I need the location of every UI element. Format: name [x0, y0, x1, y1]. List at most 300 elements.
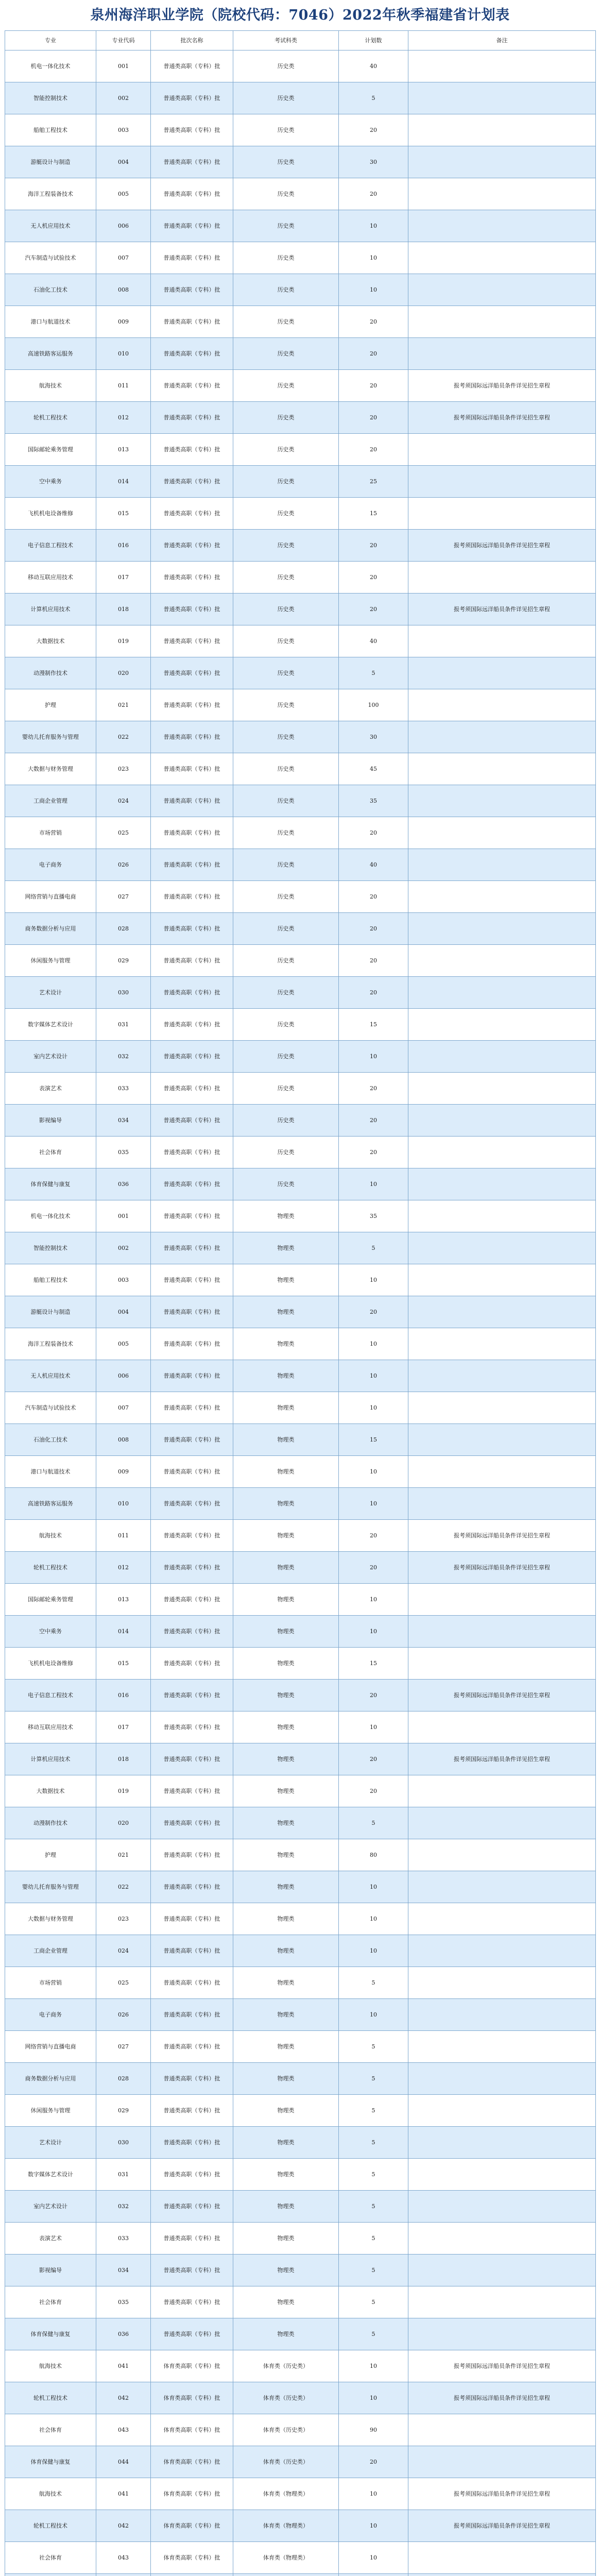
table-row [5, 1584, 596, 1616]
cell-major-code: 009 [96, 1456, 151, 1488]
cell-major-code: 036 [96, 2318, 151, 2350]
cell-major-code: 008 [96, 1424, 151, 1456]
cell-major-code: 008 [96, 274, 151, 306]
cell-major-code: 024 [96, 785, 151, 817]
cell-major: 电子信息工程技术 [5, 530, 96, 562]
cell-plan-count: 20 [339, 977, 408, 1009]
cell-batch-name: 普通类高职（专科）批 [151, 2255, 233, 2286]
table-row [5, 1488, 596, 1520]
table-row [5, 2510, 596, 2542]
cell-major: 汽车制造与试验技术 [5, 242, 96, 274]
cell-remarks [408, 1456, 596, 1488]
cell-remarks [408, 82, 596, 114]
cell-remarks [408, 1999, 596, 2031]
table-row [5, 1328, 596, 1360]
cell-batch-name: 普通类高职（专科）批 [151, 1807, 233, 1839]
cell-batch-name: 普通类高职（专科）批 [151, 785, 233, 817]
cell-plan-count: 100 [339, 689, 408, 721]
cell-batch-name: 普通类高职（专科）批 [151, 1041, 233, 1073]
cell-major: 动漫制作技术 [5, 657, 96, 689]
cell-major-code: 006 [96, 1360, 151, 1392]
cell-exam-category: 体育类（历史类） [233, 2350, 339, 2382]
cell-exam-category: 历史类 [233, 977, 339, 1009]
cell-exam-category: 物理类 [233, 1424, 339, 1456]
cell-major: 国际邮轮乘务管理 [5, 434, 96, 466]
cell-batch-name: 普通类高职（专科）批 [151, 1168, 233, 1200]
cell-batch-name: 普通类高职（专科）批 [151, 1935, 233, 1967]
cell-plan-count: 20 [339, 1137, 408, 1168]
cell-exam-category: 体育类（历史类） [233, 2414, 339, 2446]
cell-remarks [408, 274, 596, 306]
cell-plan-count: 5 [339, 1807, 408, 1839]
cell-major-code: 030 [96, 977, 151, 1009]
cell-major: 大数据与财务管理 [5, 753, 96, 785]
cell-remarks [408, 2159, 596, 2191]
cell-plan-count: 10 [339, 1871, 408, 1903]
cell-major: 大数据技术 [5, 1775, 96, 1807]
cell-remarks [408, 1264, 596, 1296]
cell-batch-name: 普通类高职（专科）批 [151, 498, 233, 530]
cell-exam-category: 物理类 [233, 1328, 339, 1360]
cell-plan-count: 20 [339, 1743, 408, 1775]
cell-batch-name: 普通类高职（专科）批 [151, 370, 233, 402]
cell-batch-name: 普通类高职（专科）批 [151, 1264, 233, 1296]
cell-plan-count: 5 [339, 657, 408, 689]
header-major: 专业 [5, 31, 96, 50]
cell-plan-count: 40 [339, 625, 408, 657]
cell-exam-category: 历史类 [233, 82, 339, 114]
table-row [5, 2478, 596, 2510]
cell-exam-category: 历史类 [233, 625, 339, 657]
cell-exam-category: 历史类 [233, 114, 339, 146]
cell-batch-name: 普通类高职（专科）批 [151, 2318, 233, 2350]
cell-major-code: 032 [96, 1041, 151, 1073]
cell-exam-category [233, 2574, 339, 2576]
cell-major: 动漫制作技术 [5, 1807, 96, 1839]
cell-major-code: 011 [96, 370, 151, 402]
cell-remarks [408, 1711, 596, 1743]
cell-plan-count: 10 [339, 1392, 408, 1424]
cell-major: 海洋工程装备技术 [5, 1328, 96, 1360]
cell-major-code: 020 [96, 657, 151, 689]
cell-batch-name: 普通类高职（专科）批 [151, 1839, 233, 1871]
cell-remarks [408, 913, 596, 945]
cell-major: 市场营销 [5, 817, 96, 849]
cell-major: 影视编导 [5, 1105, 96, 1137]
cell-plan-count: 10 [339, 242, 408, 274]
cell-remarks [408, 2414, 596, 2446]
table-row [5, 913, 596, 945]
cell-remarks [408, 178, 596, 210]
cell-major: 电子商务 [5, 849, 96, 881]
table-row [5, 2191, 596, 2223]
table-row [5, 753, 596, 785]
cell-exam-category: 历史类 [233, 753, 339, 785]
cell-exam-category: 体育类（物理类） [233, 2542, 339, 2574]
cell-major: 游艇设计与制造 [5, 1296, 96, 1328]
cell-batch-name: 普通类高职（专科）批 [151, 178, 233, 210]
cell-remarks: 报考须国际远洋船员条件详见招生章程 [408, 530, 596, 562]
cell-plan-count: 10 [339, 2382, 408, 2414]
cell-exam-category: 物理类 [233, 1680, 339, 1711]
cell-major: 无人机应用技术 [5, 210, 96, 242]
cell-plan-count: 15 [339, 1648, 408, 1680]
cell-batch-name: 体育类高职（专科）批 [151, 2478, 233, 2510]
cell-major: 社会体育 [5, 1137, 96, 1168]
cell-remarks [408, 1360, 596, 1392]
cell-remarks [408, 466, 596, 498]
cell-remarks [408, 977, 596, 1009]
cell-remarks [408, 1296, 596, 1328]
cell-major-code: 022 [96, 721, 151, 753]
cell-exam-category: 物理类 [233, 1999, 339, 2031]
cell-remarks: 报考须国际远洋船员条件详见招生章程 [408, 2510, 596, 2542]
cell-major-code: 010 [96, 338, 151, 370]
cell-major: 航海技术 [5, 2478, 96, 2510]
table-row [5, 849, 596, 881]
cell-batch-name: 普通类高职（专科）批 [151, 210, 233, 242]
table-row [5, 1073, 596, 1105]
table-row [5, 817, 596, 849]
cell-plan-count: 10 [339, 1168, 408, 1200]
cell-plan-count: 20 [339, 817, 408, 849]
cell-batch-name: 普通类高职（专科）批 [151, 562, 233, 594]
cell-remarks [408, 945, 596, 977]
cell-major: 航海技术 [5, 2350, 96, 2382]
cell-plan-count: 5 [339, 2191, 408, 2223]
cell-major: 计算机应用技术 [5, 594, 96, 625]
cell-exam-category: 历史类 [233, 146, 339, 178]
cell-exam-category: 物理类 [233, 1200, 339, 1232]
cell-major: 移动互联应用技术 [5, 1711, 96, 1743]
cell-major: 海洋工程装备技术 [5, 178, 96, 210]
page-title: 泉州海洋职业学院（院校代码：7046）2022年秋季福建省计划表 [90, 7, 510, 23]
cell-batch-name: 体育类高职（专科）批 [151, 2542, 233, 2574]
table-row [5, 1648, 596, 1680]
cell-major-code: 007 [96, 1392, 151, 1424]
cell-exam-category: 物理类 [233, 1552, 339, 1584]
cell-major-code: 014 [96, 1616, 151, 1648]
cell-remarks [408, 1648, 596, 1680]
cell-major-code: 019 [96, 1775, 151, 1807]
cell-batch-name: 普通类高职（专科）批 [151, 1328, 233, 1360]
cell-batch-name: 普通类高职（专科）批 [151, 306, 233, 338]
cell-major-code: 016 [96, 530, 151, 562]
cell-remarks [408, 2446, 596, 2478]
cell-remarks [408, 2223, 596, 2255]
table-row [5, 1264, 596, 1296]
table-row [5, 2159, 596, 2191]
table-row [5, 1743, 596, 1775]
cell-batch-name: 普通类高职（专科）批 [151, 1775, 233, 1807]
cell-major-code: 015 [96, 498, 151, 530]
cell-plan-count: 20 [339, 306, 408, 338]
cell-exam-category: 历史类 [233, 594, 339, 625]
cell-major: 计算机应用技术 [5, 1743, 96, 1775]
cell-major: 影视编导 [5, 2255, 96, 2286]
cell-remarks [408, 1871, 596, 1903]
cell-batch-name: 普通类高职（专科）批 [151, 1424, 233, 1456]
cell-major: 社会体育 [5, 2286, 96, 2318]
cell-exam-category: 物理类 [233, 2191, 339, 2223]
cell-major-code [96, 2574, 151, 2576]
cell-major: 石油化工技术 [5, 1424, 96, 1456]
cell-major-code: 021 [96, 689, 151, 721]
cell-major: 体育保健与康复 [5, 1168, 96, 1200]
table-row [5, 1967, 596, 1999]
table-row [5, 1520, 596, 1552]
cell-remarks [408, 1392, 596, 1424]
cell-exam-category: 历史类 [233, 1168, 339, 1200]
cell-exam-category: 物理类 [233, 2063, 339, 2095]
cell-exam-category: 物理类 [233, 1903, 339, 1935]
cell-major: 工商企业管理 [5, 785, 96, 817]
cell-major-code: 041 [96, 2350, 151, 2382]
cell-plan-count: 15 [339, 1009, 408, 1041]
cell-exam-category: 历史类 [233, 657, 339, 689]
cell-plan-count: 5 [339, 2318, 408, 2350]
cell-plan-count: 20 [339, 1775, 408, 1807]
cell-plan-count: 20 [339, 530, 408, 562]
cell-remarks [408, 338, 596, 370]
cell-major-code: 035 [96, 2286, 151, 2318]
cell-plan-count: 5 [339, 2095, 408, 2127]
header-major-code: 专业代码 [96, 31, 151, 50]
cell-plan-count: 20 [339, 945, 408, 977]
table-row [5, 82, 596, 114]
cell-batch-name: 普通类高职（专科）批 [151, 689, 233, 721]
cell-major: 社会体育 [5, 2414, 96, 2446]
table-row [5, 1807, 596, 1839]
cell-plan-count: 35 [339, 1200, 408, 1232]
cell-major-code: 007 [96, 242, 151, 274]
cell-major: 高速铁路客运服务 [5, 1488, 96, 1520]
cell-exam-category: 体育类（历史类） [233, 2446, 339, 2478]
cell-major-code: 034 [96, 2255, 151, 2286]
cell-major: 智能控制技术 [5, 1232, 96, 1264]
table-row [5, 2286, 596, 2318]
cell-remarks [408, 1967, 596, 1999]
cell-major: 商务数据分析与应用 [5, 2063, 96, 2095]
table-row [5, 1296, 596, 1328]
table-row [5, 881, 596, 913]
header-batch-name: 批次名称 [151, 31, 233, 50]
cell-batch-name: 普通类高职（专科）批 [151, 338, 233, 370]
cell-major-code: 042 [96, 2510, 151, 2542]
cell-batch-name: 普通类高职（专科）批 [151, 625, 233, 657]
cell-exam-category: 历史类 [233, 1009, 339, 1041]
cell-batch-name: 普通类高职（专科）批 [151, 1584, 233, 1616]
cell-exam-category: 物理类 [233, 1520, 339, 1552]
cell-batch-name: 普通类高职（专科）批 [151, 1711, 233, 1743]
cell-exam-category: 物理类 [233, 1711, 339, 1743]
cell-plan-count: 20 [339, 1552, 408, 1584]
cell-batch-name: 普通类高职（专科）批 [151, 977, 233, 1009]
table-row [5, 977, 596, 1009]
cell-plan-count: 5 [339, 2031, 408, 2063]
cell-major: 轮机工程技术 [5, 402, 96, 434]
cell-remarks [408, 1488, 596, 1520]
cell-major-code: 041 [96, 2478, 151, 2510]
cell-batch-name: 体育类高职（专科）批 [151, 2350, 233, 2382]
cell-batch-name: 普通类高职（专科）批 [151, 945, 233, 977]
cell-major: 港口与航道技术 [5, 306, 96, 338]
cell-remarks [408, 2542, 596, 2574]
cell-exam-category: 物理类 [233, 2159, 339, 2191]
table-row [5, 2382, 596, 2414]
cell-major-code: 013 [96, 434, 151, 466]
cell-exam-category: 历史类 [233, 274, 339, 306]
cell-major: 休闲服务与管理 [5, 945, 96, 977]
table-row [5, 1935, 596, 1967]
cell-major-code: 013 [96, 1584, 151, 1616]
cell-batch-name: 普通类高职（专科）批 [151, 817, 233, 849]
cell-plan-count: 20 [339, 1680, 408, 1711]
cell-remarks [408, 689, 596, 721]
table-row [5, 594, 596, 625]
cell-major: 轮机工程技术 [5, 1552, 96, 1584]
cell-exam-category: 物理类 [233, 1967, 339, 1999]
cell-remarks: 报考须国际远洋船员条件详见招生章程 [408, 1552, 596, 1584]
cell-remarks: 报考须国际远洋船员条件详见招生章程 [408, 1680, 596, 1711]
cell-plan-count: 5 [339, 1232, 408, 1264]
table-row [5, 562, 596, 594]
cell-exam-category: 物理类 [233, 1360, 339, 1392]
table-row [5, 210, 596, 242]
cell-batch-name [151, 2574, 233, 2576]
cell-remarks [408, 562, 596, 594]
cell-major: 室内艺术设计 [5, 2191, 96, 2223]
cell-remarks [408, 1137, 596, 1168]
cell-major-code: 028 [96, 913, 151, 945]
cell-remarks [408, 1424, 596, 1456]
header-exam-category: 考试科类 [233, 31, 339, 50]
cell-major: 智能控制技术 [5, 82, 96, 114]
cell-major-code: 024 [96, 1935, 151, 1967]
cell-remarks [408, 785, 596, 817]
cell-major: 网络营销与直播电商 [5, 2031, 96, 2063]
cell-plan-count: 20 [339, 1296, 408, 1328]
cell-batch-name: 普通类高职（专科）批 [151, 1360, 233, 1392]
cell-plan-count: 5 [339, 2286, 408, 2318]
cell-major-code: 016 [96, 1680, 151, 1711]
cell-exam-category: 物理类 [233, 1296, 339, 1328]
cell-exam-category: 历史类 [233, 242, 339, 274]
cell-plan-count: 80 [339, 1839, 408, 1871]
cell-remarks [408, 1328, 596, 1360]
cell-plan-count: 10 [339, 1328, 408, 1360]
cell-exam-category: 物理类 [233, 2223, 339, 2255]
cell-major: 石油化工技术 [5, 274, 96, 306]
cell-major-code: 004 [96, 1296, 151, 1328]
cell-major: 游艇设计与制造 [5, 146, 96, 178]
cell-major-code: 001 [96, 1200, 151, 1232]
cell-exam-category: 历史类 [233, 498, 339, 530]
table-row [5, 2255, 596, 2286]
cell-batch-name: 普通类高职（专科）批 [151, 1680, 233, 1711]
cell-plan-count: 10 [339, 1616, 408, 1648]
cell-remarks [408, 498, 596, 530]
table-row [5, 2223, 596, 2255]
cell-plan-count: 20 [339, 562, 408, 594]
cell-major-code: 002 [96, 1232, 151, 1264]
cell-major-code: 025 [96, 817, 151, 849]
cell-plan-count: 10 [339, 274, 408, 306]
cell-batch-name: 普通类高职（专科）批 [151, 434, 233, 466]
cell-major-code: 028 [96, 2063, 151, 2095]
cell-major-code: 012 [96, 402, 151, 434]
table-row [5, 2542, 596, 2574]
table-row [5, 1200, 596, 1232]
cell-major-code: 009 [96, 306, 151, 338]
cell-plan-count: 35 [339, 785, 408, 817]
cell-major-code: 036 [96, 1168, 151, 1200]
cell-exam-category: 物理类 [233, 1935, 339, 1967]
cell-batch-name: 体育类高职（专科）批 [151, 2414, 233, 2446]
cell-plan-count: 5 [339, 82, 408, 114]
cell-remarks [408, 1041, 596, 1073]
cell-batch-name: 普通类高职（专科）批 [151, 721, 233, 753]
cell-major-code: 002 [96, 82, 151, 114]
cell-batch-name: 普通类高职（专科）批 [151, 82, 233, 114]
cell-plan-count: 40 [339, 849, 408, 881]
cell-major-code: 023 [96, 1903, 151, 1935]
cell-batch-name: 普通类高职（专科）批 [151, 1232, 233, 1264]
cell-major-code: 044 [96, 2446, 151, 2478]
cell-exam-category: 历史类 [233, 530, 339, 562]
cell-plan-count: 20 [339, 402, 408, 434]
cell-exam-category: 历史类 [233, 689, 339, 721]
cell-remarks: 报考须国际远洋船员条件详见招生章程 [408, 402, 596, 434]
cell-major: 机电一体化技术 [5, 50, 96, 82]
table-row [5, 1616, 596, 1648]
cell-major-code: 031 [96, 2159, 151, 2191]
cell-remarks [408, 50, 596, 82]
cell-batch-name: 体育类高职（专科）批 [151, 2446, 233, 2478]
cell-batch-name: 普通类高职（专科）批 [151, 402, 233, 434]
cell-remarks: 报考须国际远洋船员条件详见招生章程 [408, 594, 596, 625]
cell-remarks [408, 2574, 596, 2576]
cell-major-code: 043 [96, 2542, 151, 2574]
table-row [5, 1360, 596, 1392]
table-row [5, 2446, 596, 2478]
cell-remarks [408, 881, 596, 913]
cell-exam-category: 物理类 [233, 1264, 339, 1296]
table-row [5, 1680, 596, 1711]
cell-batch-name: 普通类高职（专科）批 [151, 1552, 233, 1584]
cell-plan-count: 20 [339, 338, 408, 370]
cell-exam-category: 历史类 [233, 721, 339, 753]
cell-exam-category: 历史类 [233, 945, 339, 977]
cell-major-code: 003 [96, 1264, 151, 1296]
cell-exam-category: 历史类 [233, 1105, 339, 1137]
cell-major: 数字媒体艺术设计 [5, 2159, 96, 2191]
table-row [5, 274, 596, 306]
cell-major [5, 2574, 96, 2576]
cell-major-code: 035 [96, 1137, 151, 1168]
cell-exam-category: 物理类 [233, 2127, 339, 2159]
cell-plan-count: 20 [339, 1520, 408, 1552]
cell-plan-count: 5 [339, 2063, 408, 2095]
table-header-row [5, 31, 596, 50]
cell-major-code: 043 [96, 2414, 151, 2446]
cell-batch-name: 普通类高职（专科）批 [151, 2191, 233, 2223]
cell-batch-name: 普通类高职（专科）批 [151, 530, 233, 562]
table-row [5, 2063, 596, 2095]
cell-major: 网络营销与直播电商 [5, 881, 96, 913]
cell-major: 船舶工程技术 [5, 114, 96, 146]
table-row [5, 1168, 596, 1200]
